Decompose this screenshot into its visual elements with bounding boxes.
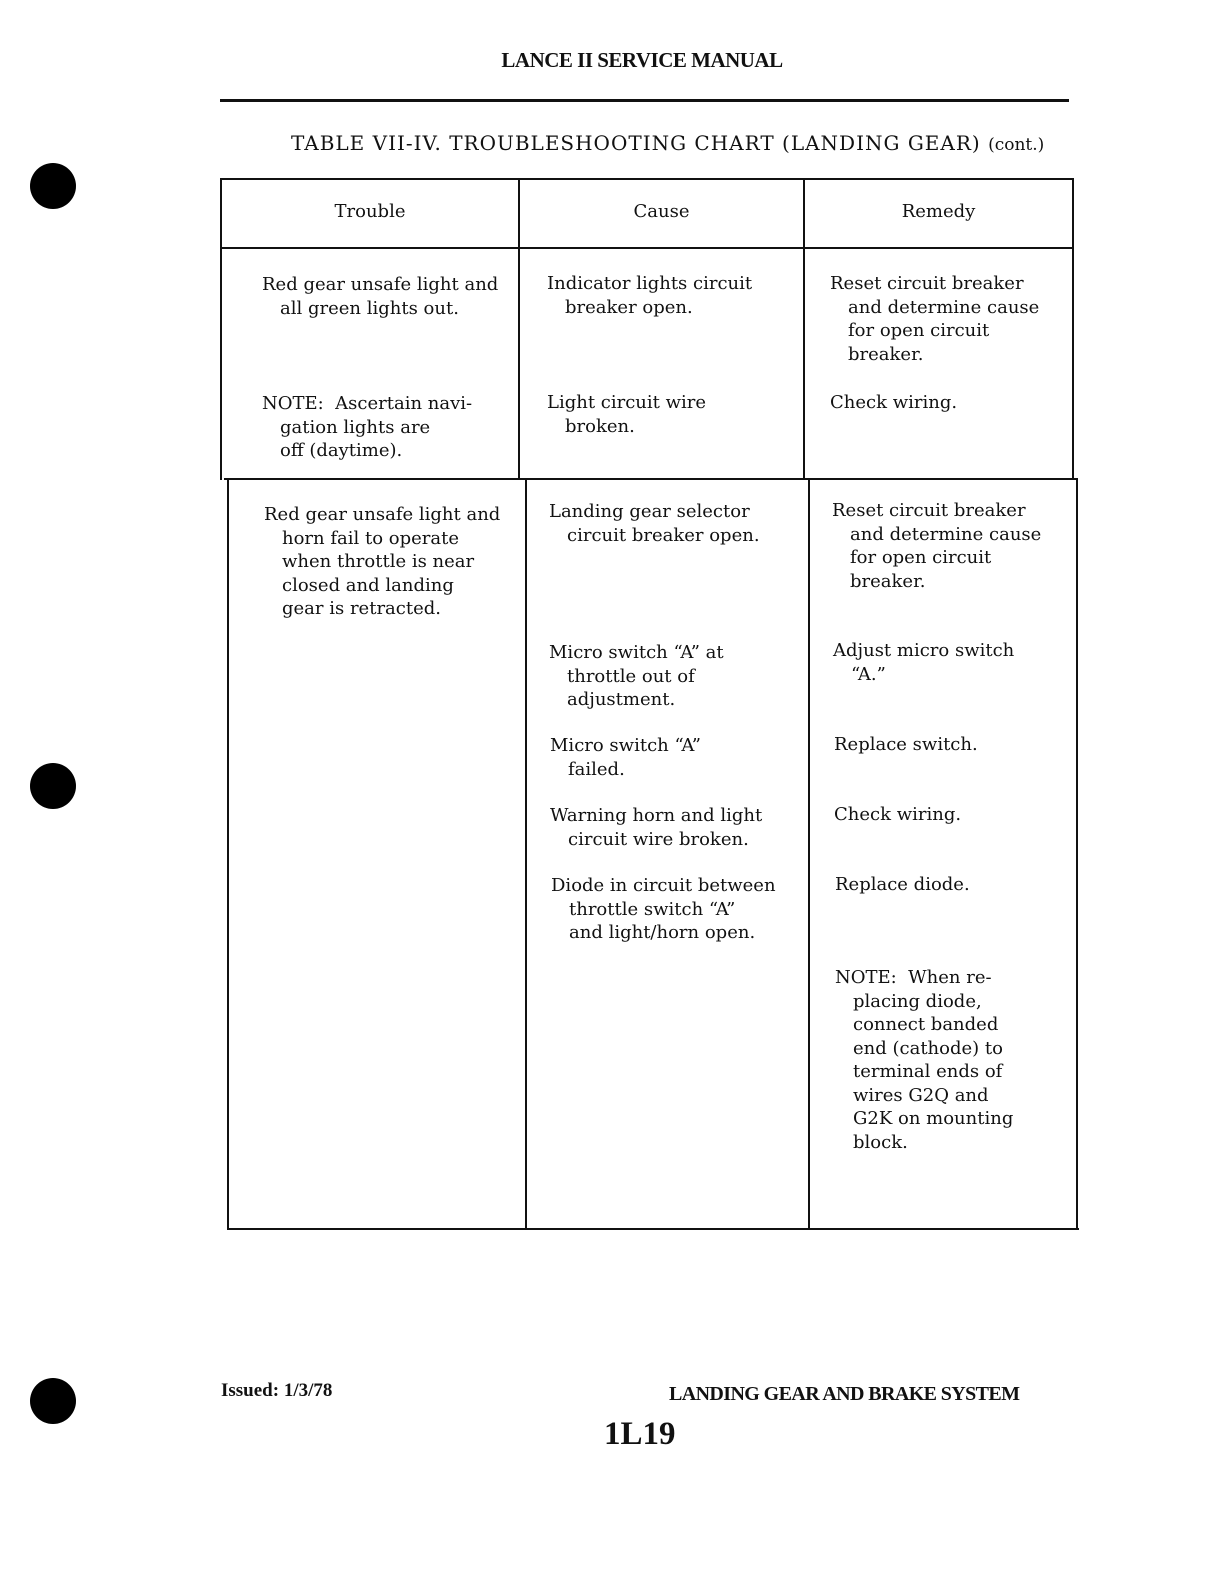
table-title bbox=[291, 131, 1044, 155]
cause-text: circuit wire broken. bbox=[568, 828, 749, 850]
remedy-note-text: NOTE: When re- bbox=[835, 967, 992, 988]
trouble-note-text: off (daytime). bbox=[280, 440, 403, 461]
cause-text: Indicator lights circuit bbox=[547, 273, 753, 294]
table-bottom-border bbox=[228, 1228, 1079, 1230]
trouble-text: gear is retracted. bbox=[282, 598, 441, 619]
table-row-divider bbox=[224, 478, 1076, 480]
remedy-cell bbox=[832, 499, 1041, 593]
remedy-note-text: G2K on mounting bbox=[853, 1108, 1014, 1129]
cause-text: adjustment. bbox=[567, 689, 676, 710]
remedy-note-text: block. bbox=[853, 1131, 908, 1153]
remedy-note-text: connect banded bbox=[853, 1014, 999, 1035]
trouble-note bbox=[262, 392, 472, 463]
header-rule bbox=[220, 99, 1069, 102]
trouble-note-text: NOTE: Ascertain navi- bbox=[262, 393, 473, 414]
table-column-divider bbox=[525, 478, 527, 1230]
remedy-text: Replace diode. bbox=[835, 874, 970, 895]
cause-text: Micro switch “A” at bbox=[549, 642, 724, 663]
binder-punch-hole bbox=[30, 163, 76, 209]
remedy-text: Check wiring. bbox=[830, 392, 958, 413]
cause-text: Light circuit wire bbox=[547, 392, 707, 413]
table-top-border bbox=[220, 178, 1074, 180]
cause-text: throttle switch “A” bbox=[569, 898, 736, 920]
remedy-note bbox=[835, 966, 1013, 1154]
binder-punch-hole bbox=[30, 763, 76, 809]
trouble-text: Red gear unsafe light and bbox=[264, 504, 501, 525]
cause-text: breaker open. bbox=[565, 296, 693, 318]
remedy-text: and determine cause bbox=[848, 296, 1040, 318]
column-header-trouble: Trouble bbox=[334, 201, 406, 222]
remedy-note-text: end (cathode) to bbox=[853, 1037, 1003, 1059]
trouble-cell bbox=[264, 503, 500, 621]
table-column-divider bbox=[808, 478, 810, 1230]
cause-cell bbox=[549, 500, 760, 547]
remedy-text: Adjust micro switch bbox=[833, 640, 1015, 661]
binder-punch-hole bbox=[30, 1378, 76, 1424]
trouble-text: Red gear unsafe light and bbox=[262, 274, 499, 295]
cause-text: circuit breaker open. bbox=[567, 524, 760, 546]
cause-text: Diode in circuit between bbox=[551, 875, 776, 896]
cause-cell bbox=[547, 391, 706, 438]
remedy-cell bbox=[830, 272, 1039, 366]
remedy-text: Reset circuit breaker bbox=[830, 273, 1024, 294]
remedy-text: “A.” bbox=[851, 663, 886, 685]
cause-text: Warning horn and light bbox=[550, 805, 763, 826]
manual-title: LANCE II SERVICE MANUAL bbox=[501, 48, 783, 72]
cause-cell bbox=[547, 272, 752, 319]
column-header-remedy: Remedy bbox=[901, 201, 976, 222]
remedy-text: breaker. bbox=[848, 343, 924, 365]
remedy-text: breaker. bbox=[850, 570, 926, 592]
cause-cell bbox=[549, 641, 724, 712]
cause-cell bbox=[550, 734, 701, 781]
remedy-note-text: wires G2Q and bbox=[853, 1084, 989, 1106]
cause-text: Micro switch “A” bbox=[550, 735, 701, 756]
remedy-text: Replace switch. bbox=[834, 734, 978, 755]
remedy-text: for open circuit bbox=[850, 547, 992, 568]
remedy-note-text: terminal ends of bbox=[853, 1061, 1003, 1082]
table-header-divider bbox=[220, 247, 1074, 249]
table-title-text: TABLE VII-IV. TROUBLESHOOTING CHART (LANDING GEAR) bbox=[291, 131, 981, 155]
remedy-text: Check wiring. bbox=[834, 804, 962, 825]
cause-cell bbox=[551, 874, 776, 945]
trouble-text: horn fail to operate bbox=[282, 527, 460, 549]
table-left-border bbox=[220, 178, 222, 480]
trouble-note-text: gation lights are bbox=[280, 416, 431, 438]
remedy-cell bbox=[834, 803, 961, 827]
remedy-cell bbox=[830, 391, 957, 415]
trouble-text: when throttle is near bbox=[282, 551, 475, 572]
remedy-text: and determine cause bbox=[850, 523, 1042, 545]
remedy-text: Reset circuit breaker bbox=[832, 500, 1026, 521]
trouble-text: closed and landing bbox=[282, 574, 454, 596]
remedy-text: for open circuit bbox=[848, 320, 990, 341]
table-title-suffix: (cont.) bbox=[988, 135, 1045, 155]
cause-text: and light/horn open. bbox=[569, 922, 756, 943]
table-right-border bbox=[1076, 478, 1078, 1230]
page-number: 1L19 bbox=[604, 1416, 676, 1452]
table-column-divider bbox=[803, 178, 805, 480]
table-right-border bbox=[1072, 178, 1074, 480]
issued-date: Issued: 1/3/78 bbox=[221, 1380, 333, 1401]
table-column-divider bbox=[518, 178, 520, 480]
trouble-cell bbox=[262, 273, 498, 320]
column-header-cause: Cause bbox=[633, 201, 690, 222]
remedy-note-text: placing diode, bbox=[853, 990, 982, 1012]
cause-cell bbox=[550, 804, 762, 851]
table-left-border bbox=[227, 478, 229, 1230]
trouble-text: all green lights out. bbox=[280, 297, 459, 319]
section-title: LANDING GEAR AND BRAKE SYSTEM bbox=[669, 1383, 1020, 1405]
remedy-cell bbox=[833, 639, 1014, 686]
cause-text: failed. bbox=[568, 758, 625, 780]
cause-text: throttle out of bbox=[567, 665, 695, 687]
cause-text: Landing gear selector bbox=[549, 501, 750, 522]
cause-text: broken. bbox=[565, 415, 635, 437]
remedy-cell bbox=[834, 733, 978, 757]
remedy-cell bbox=[835, 873, 970, 897]
